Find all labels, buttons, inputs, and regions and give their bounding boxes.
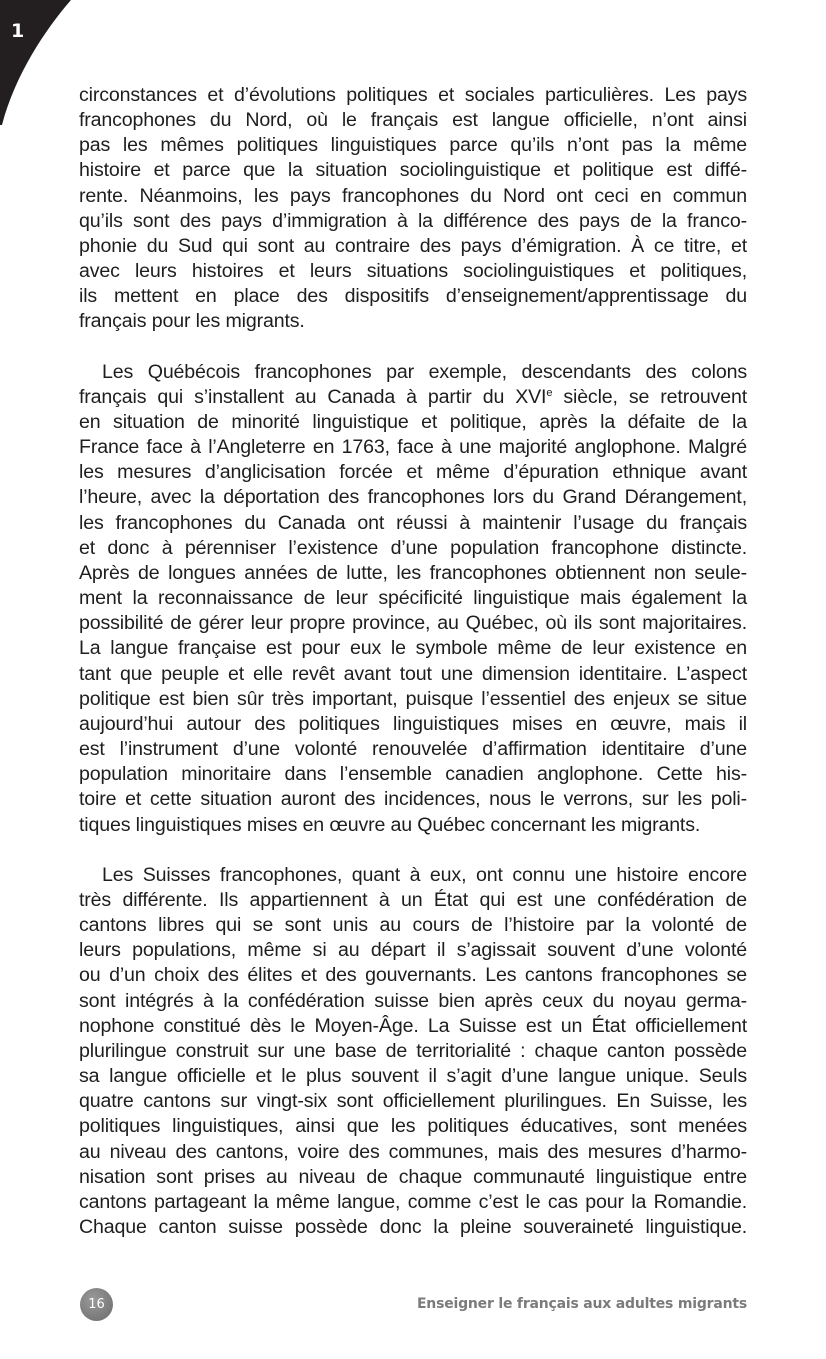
text-line: Les Québécois francophones par exemple, descendants des colons: [102, 360, 747, 383]
text-line: Chaque canton suisse possède donc la pleine souveraineté linguistique.: [79, 1216, 747, 1238]
text-line: est l’instrument d’une volonté renouvelée d’affirmation identitaire d’une: [79, 738, 747, 761]
text-line: politiques linguistiques, ainsi que les politiques éducatives, sont menées: [79, 1115, 747, 1138]
text-line: avec leurs histoires et leurs situations sociolinguistiques et politiques,: [79, 260, 747, 283]
page-number-badge: [80, 1288, 113, 1321]
page-number: 16: [88, 1297, 105, 1312]
chapter-tab-shape: [0, 0, 80, 125]
text-line: tiques linguistiques mises en œuvre au Québec concernant les migrants.: [79, 813, 701, 836]
chapter-tab: [0, 0, 80, 125]
paragraph: [79, 83, 747, 335]
text-line: et donc à pérenniser l’existence d’une population francophone distincte.: [79, 536, 747, 559]
text-line: nisation sont prises au niveau de chaque communauté linguistique entre: [79, 1165, 747, 1188]
paragraph: [79, 863, 747, 1240]
text-line: les francophones du Canada ont réussi à maintenir l’usage du français: [79, 511, 747, 534]
paragraph: [79, 360, 747, 838]
text-line: très différente. Ils appartiennent à un État qui est une confédération de: [79, 888, 747, 911]
text-line: français qui s’installent au Canada à partir du XVIe siècle, se retrouvent: [79, 385, 747, 408]
text-line: sont intégrés à la confédération suisse bien après ceux du noyau germa-: [79, 989, 747, 1012]
text-line: francophones du Nord, où le français est langue officielle, n’ont ainsi: [79, 109, 747, 132]
text-line: Après de longues années de lutte, les francophones obtiennent non seule-: [79, 561, 747, 584]
body-text: [79, 83, 747, 1240]
text-line: leurs populations, même si au départ il s’agissait souvent d’une volonté: [79, 939, 747, 962]
running-footer-title: Enseigner le français aux adultes migrants: [416, 1296, 747, 1312]
text-line: qu’ils sont des pays d’immigration à la différence des pays de la franco-: [79, 209, 747, 232]
text-line: La langue française est pour eux le symbole même de leur existence en: [79, 637, 747, 660]
text-line: plurilingue construit sur une base de territorialité : chaque canton possède: [79, 1039, 747, 1062]
text-line: toire et cette situation auront des incidences, nous le verrons, sur les poli-: [79, 788, 747, 811]
text-line: quatre cantons sur vingt-six sont officiellement plurilingues. En Suisse, les: [79, 1090, 747, 1113]
text-line: tant que peuple et elle revêt avant tout une dimension identitaire. L’aspect: [79, 662, 747, 685]
text-line: nophone constitué dès le Moyen-Âge. La Suisse est un État officiellement: [79, 1014, 747, 1037]
text-line: ils mettent en place des dispositifs d’enseignement/apprentissage du: [79, 285, 747, 308]
text-line: circonstances et d’évolutions politiques et sociales particulières. Les pays: [79, 84, 747, 106]
text-line: cantons libres qui se sont unis au cours de l’histoire par la volonté de: [79, 914, 747, 937]
text-line: aujourd’hui autour des politiques linguistiques mises en œuvre, mais il: [79, 712, 747, 735]
text-line: pas les mêmes politiques linguistiques parce qu’ils n’ont pas la même: [79, 134, 747, 157]
text-line: ou d’un choix des élites et des gouvernants. Les cantons francophones se: [79, 964, 747, 987]
text-line: phonie du Sud qui sont au contraire des pays d’émigration. À ce titre, et: [79, 234, 747, 257]
text-line: rente. Néanmoins, les pays francophones du Nord ont ceci en commun: [79, 184, 747, 207]
chapter-number: 1: [11, 20, 25, 42]
text-line: l’heure, avec la déportation des francophones lors du Grand Dérangement,: [79, 486, 747, 509]
text-line: population minoritaire dans l’ensemble canadien anglophone. Cette his-: [79, 763, 747, 786]
text-line: France face à l’Angleterre en 1763, face à une majorité anglophone. Malgré: [79, 436, 747, 459]
text-line: français pour les migrants.: [79, 310, 305, 333]
text-line: en situation de minorité linguistique et politique, après la défaite de la: [79, 411, 747, 434]
text-line: au niveau des cantons, voire des communes, mais des mesures d’harmo-: [79, 1140, 747, 1163]
text-line: sa langue officielle et le plus souvent il s’agit d’une langue unique. Seuls: [79, 1065, 747, 1088]
text-line: politique est bien sûr très important, puisque l’essentiel des enjeux se situe: [79, 687, 747, 710]
text-line: possibilité de gérer leur propre province, au Québec, où ils sont majoritaires.: [79, 612, 747, 635]
text-line: histoire et parce que la situation sociolinguistique et politique est diffé-: [79, 159, 747, 182]
text-line: ment la reconnaissance de leur spécificité linguistique mais également la: [79, 587, 747, 610]
text-line: les mesures d’anglicisation forcée et même d’épuration ethnique avant: [79, 461, 747, 484]
text-line: cantons partageant la même langue, comme c’est le cas pour la Romandie.: [79, 1190, 747, 1213]
text-line: Les Suisses francophones, quant à eux, ont connu une histoire encore: [102, 863, 747, 886]
